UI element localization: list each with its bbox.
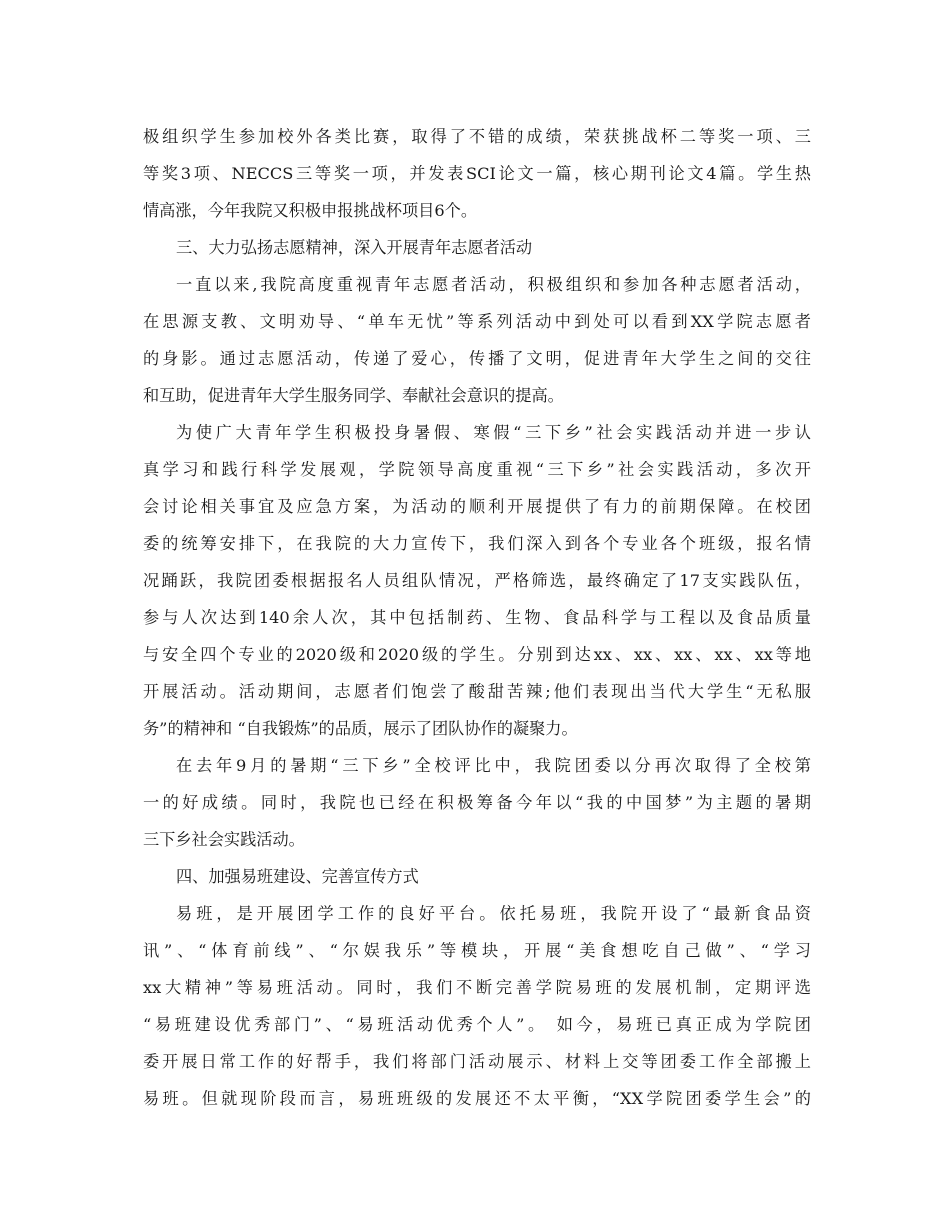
- paragraph-evaluation: [143, 747, 811, 858]
- text-line: 等奖3项、NECCS三等奖一项，并发表SCI论文一篇，核心期刊论文4篇。学生热: [143, 164, 811, 183]
- text-line: 务”的精神和 “自我锻炼”的品质，展示了团队协作的凝聚力。: [143, 719, 578, 738]
- text-line: 的身影。通过志愿活动，传递了爱心，传播了文明，促进青年大学生之间的交往: [143, 349, 811, 368]
- text-line: 真学习和践行科学发展观，学院领导高度重视“三下乡”社会实践活动，多次开: [143, 460, 811, 479]
- text-line: 情高涨，今年我院又积极申报挑战杯项目6个。: [143, 201, 478, 220]
- text-line: 讯”、“体育前线”、“尔娱我乐”等模块，开展“美食想吃自己做”、“学习: [143, 941, 811, 960]
- paragraph-social-practice: [143, 414, 811, 747]
- text-line: 在去年9月的暑期“三下乡”全校评比中，我院团委以分再次取得了全校第: [176, 756, 811, 775]
- text-line: 况踊跃，我院团委根据报名人员组队情况，严格筛选，最终确定了17支实践队伍，: [143, 571, 811, 590]
- text-line: 委的统筹安排下，在我院的大力宣传下，我们深入到各个专业各个班级，报名情: [143, 534, 811, 553]
- text-line: 一的好成绩。同时，我院也已经在积极筹备今年以“我的中国梦”为主题的暑期: [143, 793, 811, 812]
- heading-text: 三、大力弘扬志愿精神，深入开展青年志愿者活动: [176, 238, 533, 257]
- text-line: 易班，是开展团学工作的良好平台。依托易班，我院开设了“最新食品资: [176, 904, 811, 923]
- text-line: 与安全四个专业的2020级和2020级的学生。分别到达xx、xx、xx、xx、xx等地: [143, 645, 811, 664]
- section-heading-volunteer: [143, 229, 811, 266]
- heading-text: 四、加强易班建设、完善宣传方式: [176, 867, 419, 886]
- text-line: “易班建设优秀部门”、“易班活动优秀个人”。 如今，易班已真正成为学院团: [143, 1015, 811, 1034]
- text-line: 极组织学生参加校外各类比赛，取得了不错的成绩，荣获挑战杯二等奖一项、三: [143, 127, 811, 146]
- text-line: 委开展日常工作的好帮手，我们将部门活动展示、材料上交等团委工作全部搬上: [143, 1052, 811, 1071]
- text-line: 三下乡社会实践活动。: [143, 830, 305, 849]
- text-line: 参与人次达到140余人次，其中包括制药、生物、食品科学与工程以及食品质量: [143, 608, 811, 627]
- text-line: xx大精神”等易班活动。同时，我们不断完善学院易班的发展机制，定期评选: [143, 978, 811, 997]
- text-line: 会讨论相关事宜及应急方案，为活动的顺利开展提供了有力的前期保障。在校团: [143, 497, 811, 516]
- text-line: 和互助，促进青年大学生服务同学、奉献社会意识的提高。: [143, 386, 564, 405]
- section-heading-yiban: [143, 858, 811, 895]
- text-line: 为使广大青年学生积极投身暑假、寒假“三下乡”社会实践活动并进一步认: [176, 423, 811, 442]
- text-line: 开展活动。活动期间，志愿者们饱尝了酸甜苦辣;他们表现出当代大学生“无私服: [143, 682, 811, 701]
- paragraph-yiban: [143, 895, 811, 1117]
- paragraph-volunteer: [143, 266, 811, 414]
- text-line: 一直以来,我院高度重视青年志愿者活动，积极组织和参加各种志愿者活动，: [176, 275, 811, 294]
- paragraph-achievements: [143, 118, 811, 229]
- document-page: [143, 118, 811, 1117]
- text-line: 易班。但就现阶段而言，易班班级的发展还不太平衡，“XX学院团委学生会”的: [143, 1089, 811, 1108]
- text-line: 在思源支教、文明劝导、“单车无忧”等系列活动中到处可以看到XX学院志愿者: [143, 312, 811, 331]
